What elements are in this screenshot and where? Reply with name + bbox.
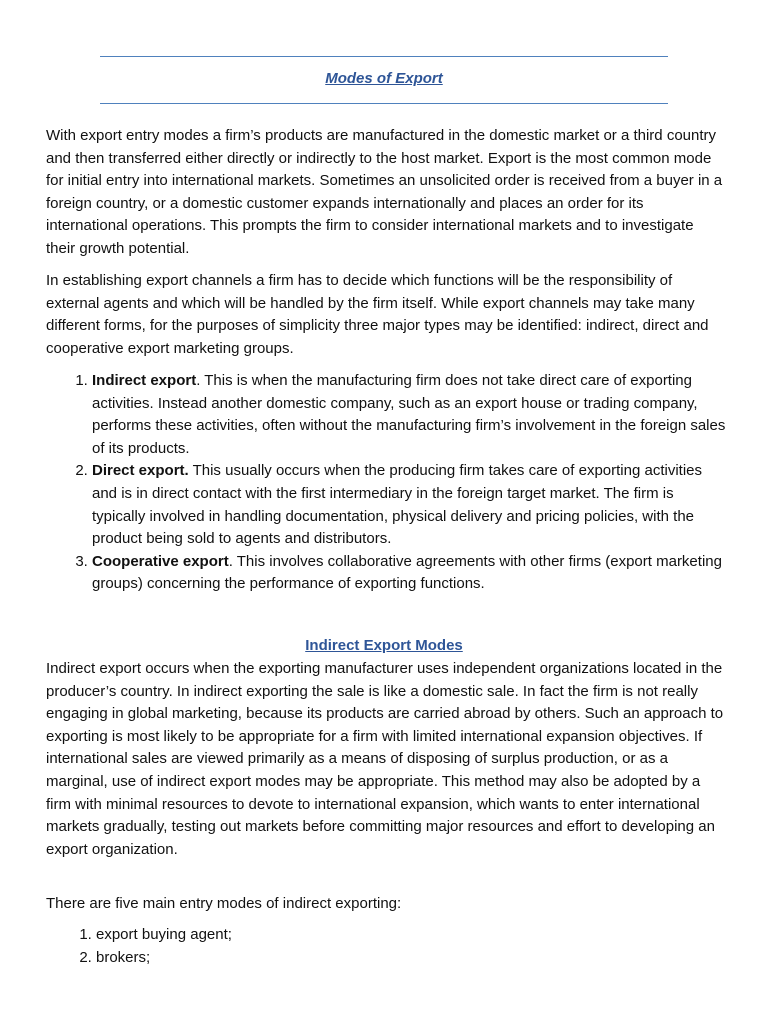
title-top-rule: [100, 56, 668, 57]
list-item: 1. export buying agent;: [96, 924, 726, 947]
list-item: [92, 551, 726, 596]
list-item: 2. brokers;: [96, 947, 726, 970]
export-type-description: . This is when the manufacturing firm does not take direct care of exporting activities. Instead another domestic company, such as an export house or trading company, performs these activities, often without the manufacturing firm’s involvement in the foreign sales of its products.: [92, 372, 726, 457]
document-title: Modes of Export: [325, 70, 443, 87]
export-type-description: This usually occurs when the producing firm takes care of exporting activities and is in direct contact with the first intermediary in the foreign target market. The firm is typically involved in handling documentation, physical delivery and pricing policies, with the product being sold to agents and distributors.: [92, 462, 702, 548]
indirect-modes-list: [46, 924, 726, 969]
title-bottom-rule: [100, 103, 668, 104]
section-heading: Indirect Export Modes: [305, 637, 463, 654]
intro-paragraph-2: In establishing export channels a firm has to decide which functions will be the responsibility of external agents and which will be handled by the firm itself. While export channels may take many different forms, for the purposes of simplicity three major types may be identified: indirect, direct and cooperative export marketing groups.: [46, 272, 709, 357]
export-types-list: [46, 370, 726, 596]
list-item: [92, 460, 726, 550]
section-paragraph: Indirect export occurs when the exporting manufacturer uses independent organizations located in the producer’s country. In indirect exporting the sale is like a domestic sale. In fact the firm is not really engaging in global marketing, because its products are carried abroad by others. Such an approach to exporting is most likely to be appropriate for a firm with limited international expansion objectives. If international sales are viewed primarily as a means of disposing of surplus production, or as a marginal, use of indirect export modes may be appropriate. This method may also be adopted by a firm with minimal resources to devote to international expansion, which wants to enter international markets gradually, testing out markets before committing major resources and effort to developing an export organization.: [46, 660, 724, 858]
list-item: [92, 370, 726, 460]
export-type-term: Direct export.: [92, 462, 189, 480]
intro-paragraph-1: With export entry modes a firm’s products are manufactured in the domestic market or a third country and then transferred either directly or indirectly to the host market. Export is the most common mode for initial entry into international markets. Sometimes an unsolicited order is received from a buyer in a foreign country, or a domestic customer expands internationally and places an order for its international operations. This prompts the firm to consider international markets and to investigate their growth potential.: [46, 127, 723, 257]
export-type-term: Indirect export: [92, 372, 197, 389]
export-type-term: Cooperative export: [92, 552, 229, 570]
modes-intro: There are five main entry modes of indirect exporting:: [46, 895, 402, 912]
export-type-description: . This involves collaborative agreements with other firms (export marketing groups) concerning the performance of exporting functions.: [92, 552, 722, 593]
